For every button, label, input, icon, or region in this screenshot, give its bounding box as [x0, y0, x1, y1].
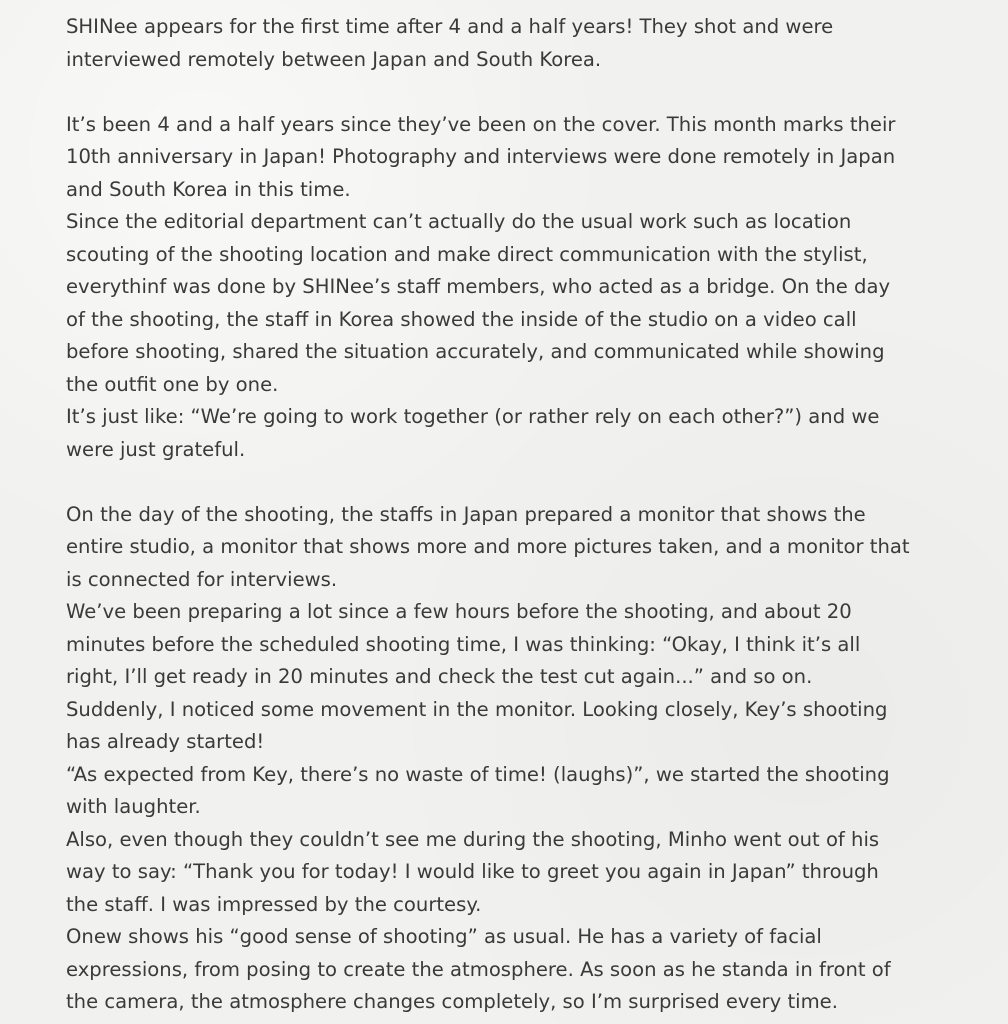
text-line: right, I’ll get ready in 20 minutes and check the test cut again...” and so on. — [66, 665, 813, 688]
text-line: entire studio, a monitor that shows more and more pictures taken, and a monitor that — [66, 535, 910, 558]
text-line: expressions, from posing to create the atmosphere. As soon as he standa in front of — [66, 957, 891, 981]
text-line: SHINee appears for the first time after 4 and a half years! They shot and were — [66, 15, 834, 38]
text-line: We’ve been preparing a lot since a few hours before the shooting, and about 20 — [66, 600, 852, 623]
text-line: everythinf was done by SHINee’s staff members, who acted as a bridge. On the day — [66, 275, 891, 298]
blank-line — [66, 76, 966, 109]
text-line: It’s just like: “We’re going to work together (or rather rely on each other?”) and we — [66, 405, 880, 428]
blank-line — [66, 466, 966, 499]
text-line: 10th anniversary in Japan! Photography and interviews were done remotely in Japan — [66, 145, 896, 168]
text-line: and South Korea in this time. — [66, 177, 351, 201]
text-line: Onew shows his “good sense of shooting” as usual. He has a variety of facial — [66, 925, 822, 948]
text-line: with laughter. — [66, 795, 201, 818]
text-line: scouting of the shooting location and make direct communication with the stylist, — [66, 242, 868, 266]
text-line: It’s been 4 and a half years since they’ve been on the cover. This month marks their — [66, 112, 896, 136]
text-line: Also, even though they couldn’t see me during the shooting, Minho went out of his — [66, 827, 880, 851]
text-line: of the shooting, the staff in Korea showed the inside of the studio on a video call — [66, 307, 857, 331]
text-line: On the day of the shooting, the staffs in Japan prepared a monitor that shows the — [66, 502, 866, 526]
text-line: interviewed remotely between Japan and South Korea. — [66, 47, 602, 71]
text-line: the staff. I was impressed by the courtesy. — [66, 892, 482, 916]
text-line: “As expected from Key, there’s no waste of time! (laughs)”, we started the shooting — [66, 762, 890, 786]
text-line: before shooting, shared the situation accurately, and communicated while showing — [66, 340, 885, 363]
text-line: has already started! — [66, 730, 265, 753]
text-line: minutes before the scheduled shooting time, I was thinking: “Okay, I think it’s all — [66, 632, 861, 656]
note-content — [66, 11, 966, 1019]
text-line: the outfit one by one. — [66, 372, 279, 396]
text-line: way to say: “Thank you for today! I would like to greet you again in Japan” through — [66, 860, 879, 883]
text-line: is connected for interviews. — [66, 567, 338, 591]
text-line: Since the editorial department can’t actually do the usual work such as location — [66, 210, 852, 233]
text-line: the camera, the atmosphere changes completely, so I’m surprised every time. — [66, 990, 838, 1013]
text-line: were just grateful. — [66, 437, 246, 461]
text-line: Suddenly, I noticed some movement in the monitor. Looking closely, Key’s shooting — [66, 697, 888, 721]
